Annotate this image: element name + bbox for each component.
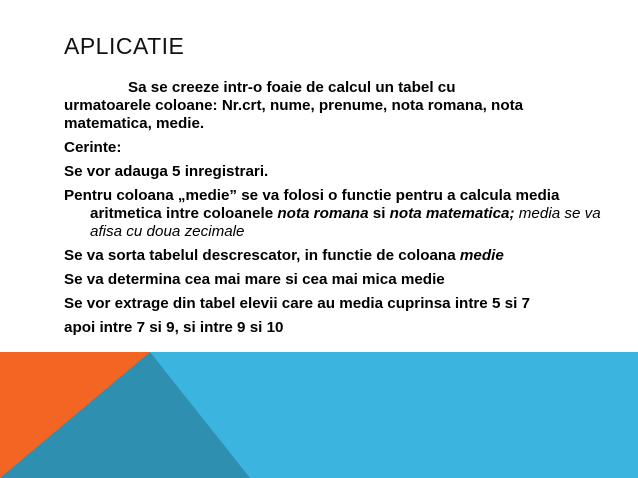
requirement-item-3 xyxy=(64,247,604,265)
item2-emphasis-romana: nota romana xyxy=(277,205,369,222)
requirement-item-2 xyxy=(64,187,604,241)
requirement-item-5: Se vor extrage din tabel elevii care au media cuprinsa intre 5 si 7 xyxy=(64,295,530,312)
intro-line-rest: urmatoarele coloane: Nr.crt, nume, prenume, nota romana, nota matematica, medie. xyxy=(64,97,524,132)
cerinte-label: Cerinte: xyxy=(64,139,122,156)
item2-text: Pentru coloana „medie” se va folosi o functie pentru a calcula media aritmetica intre coloanele xyxy=(64,187,560,222)
item3-text: Se va sorta tabelul descrescator, in functie de coloana xyxy=(64,247,460,264)
requirement-item-4: Se va determina cea mai mare si cea mai mica medie xyxy=(64,271,445,288)
item2-si: si xyxy=(368,205,390,222)
item2-note: media se va afisa cu doua zecimale xyxy=(90,205,601,240)
intro-line-1: Sa se creeze intr-o foaie de calcul un tabel cu xyxy=(128,79,456,96)
slide-content xyxy=(64,79,604,337)
slide-title: APLICATIE xyxy=(64,33,185,59)
item3-emphasis: medie xyxy=(459,247,504,264)
requirement-item-1: Se vor adauga 5 inregistrari. xyxy=(64,163,269,180)
item2-emphasis-matematica: nota matematica; xyxy=(389,205,515,222)
requirement-item-6: apoi intre 7 si 9, si intre 9 si 10 xyxy=(64,319,284,336)
